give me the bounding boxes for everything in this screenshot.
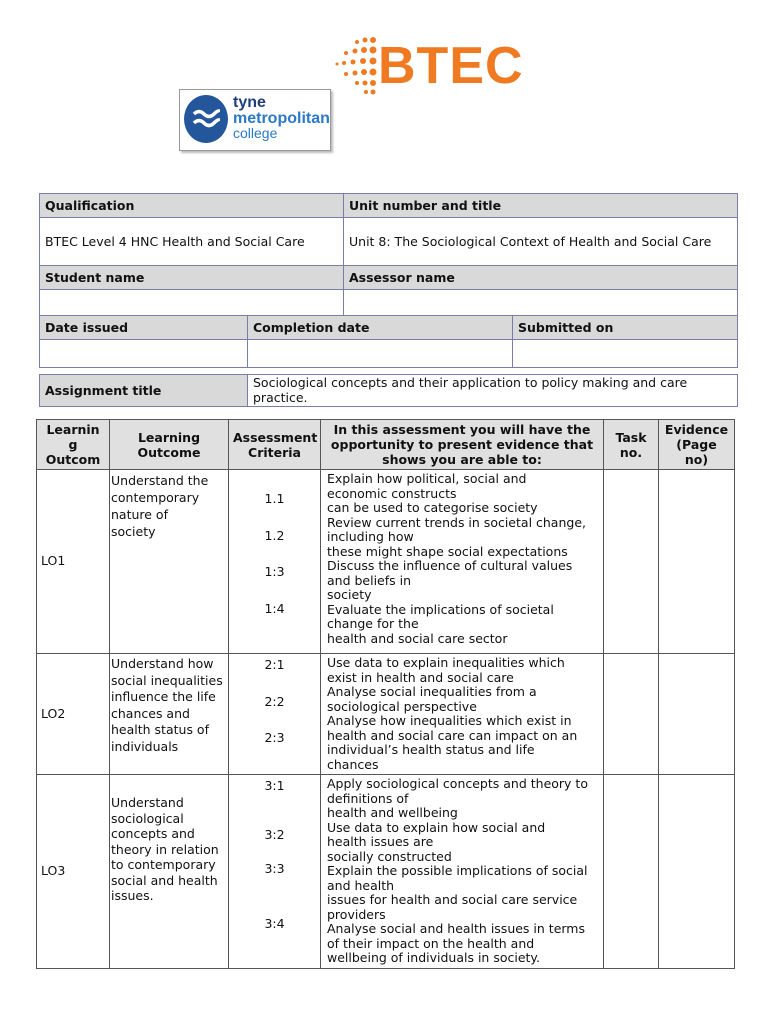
table-row — [37, 654, 735, 775]
criteria-cell — [229, 775, 321, 969]
criterion: 1:4 — [264, 600, 285, 616]
evidence-cell — [321, 470, 604, 654]
header-task-no: Task no. — [604, 420, 659, 470]
outcome-line: concepts and — [111, 826, 195, 841]
evidence-line: socially constructed — [327, 848, 452, 864]
evidence-line: Analyse social and health issues in terms — [327, 921, 585, 936]
learning-outcome-text — [110, 470, 229, 654]
outcome-line: sociological — [111, 810, 184, 826]
learning-outcome-text — [110, 654, 229, 775]
criterion: 1.1 — [264, 491, 285, 506]
evidence-cell — [321, 775, 604, 969]
date-issued-label: Date issued — [40, 316, 248, 340]
header-lo: Learnin g Outcom — [37, 420, 110, 470]
evidence-line: individual’s health status and life — [327, 742, 535, 757]
evidence-line: and health — [327, 877, 395, 893]
evidence-line: society — [327, 587, 372, 602]
task-no-field[interactable] — [604, 775, 659, 969]
outcome-line: to contemporary — [111, 857, 216, 872]
evidence-line: Use data to explain inequalities which — [327, 655, 565, 670]
criterion: 2:3 — [264, 730, 285, 745]
assessor-name-label: Assessor name — [344, 266, 738, 290]
evidence-line: health issues are — [327, 834, 434, 849]
evidence-line: including how — [327, 529, 414, 544]
criterion: 3:1 — [264, 778, 285, 793]
criterion: 3:2 — [264, 826, 285, 842]
evidence-line: wellbeing of individuals in society. — [327, 950, 541, 965]
lo-id: LO1 — [37, 470, 110, 654]
evidence-line: chances — [327, 756, 379, 772]
evidence-line: economic constructs — [327, 485, 457, 501]
completion-date-label: Completion date — [248, 316, 513, 340]
assessor-name-field[interactable] — [344, 290, 738, 316]
evidence-page-field[interactable] — [659, 654, 735, 775]
qualification-table — [39, 193, 738, 316]
outcome-line: Understand how — [111, 656, 214, 671]
college-logo-line2: metropolitan — [233, 110, 330, 127]
task-no-field[interactable] — [604, 654, 659, 775]
evidence-line: Discuss the influence of cultural values — [327, 558, 573, 573]
lo-id: LO3 — [37, 775, 110, 969]
criterion: 3:4 — [264, 915, 285, 931]
outcome-line: theory in relation — [111, 841, 219, 857]
evidence-line: issues for health and social care service — [327, 892, 578, 907]
evidence-line: Review current trends in societal change, — [327, 514, 586, 530]
evidence-cell — [321, 654, 604, 775]
evidence-line: health and social care can impact on an — [327, 727, 578, 743]
outcome-line: chances and — [111, 705, 190, 721]
evidence-line: Explain how political, social and — [327, 471, 527, 486]
criterion: 1:3 — [264, 564, 285, 579]
qualification-label: Qualification — [40, 194, 344, 218]
outcome-line: influence the life — [111, 689, 216, 704]
date-issued-field[interactable] — [40, 340, 248, 368]
wave-icon — [184, 95, 228, 143]
evidence-line: Use data to explain how social and — [327, 819, 546, 835]
unit-label: Unit number and title — [344, 194, 738, 218]
outcome-line: Understand — [111, 795, 184, 810]
criteria-cell — [229, 470, 321, 654]
btec-logo-text: BTEC — [378, 37, 524, 95]
evidence-line: Apply sociological concepts and theory to — [327, 776, 588, 791]
evidence-line: health and wellbeing — [327, 805, 458, 820]
college-logo-line3: college — [233, 125, 278, 141]
outcome-line: nature of — [111, 507, 168, 522]
dates-table — [39, 315, 738, 368]
evidence-line: exist in health and social care — [327, 669, 514, 685]
evidence-line: these might shape social expectations — [327, 543, 568, 559]
outcome-line: individuals — [111, 738, 179, 754]
evidence-line: sociological perspective — [327, 698, 477, 714]
table-row — [37, 470, 735, 654]
outcome-line: issues. — [111, 888, 154, 903]
student-name-label: Student name — [40, 266, 344, 290]
assignment-title-label: Assignment title — [40, 375, 248, 407]
college-logo — [179, 89, 331, 151]
criterion: 2:2 — [264, 693, 285, 709]
header-assessment-criteria: Assessment Criteria — [229, 420, 321, 470]
evidence-page-field[interactable] — [659, 775, 735, 969]
assignment-title-value: Sociological concepts and their application to policy making and care practice. — [248, 375, 738, 407]
outcome-line: society — [111, 524, 156, 539]
assignment-title-table — [39, 374, 738, 407]
evidence-line: change for the — [327, 616, 419, 631]
college-logo-line1: tyne — [233, 94, 266, 111]
outcome-line: contemporary — [111, 490, 200, 505]
submitted-on-label: Submitted on — [513, 316, 738, 340]
evidence-line: health and social care sector — [327, 630, 508, 646]
evidence-line: Analyse social inequalities from a — [327, 684, 537, 699]
evidence-line: definitions of — [327, 790, 409, 806]
header-evidence-page: Evidence (Page no) — [659, 420, 735, 470]
criteria-cell — [229, 654, 321, 775]
criterion: 3:3 — [264, 861, 285, 876]
student-name-field[interactable] — [40, 290, 344, 316]
evidence-line: Evaluate the implications of societal — [327, 601, 554, 617]
evidence-line: Explain the possible implications of social — [327, 863, 588, 878]
unit-value: Unit 8: The Sociological Context of Health and Social Care — [344, 218, 738, 266]
evidence-line: of their impact on the health and — [327, 935, 535, 951]
submitted-on-field[interactable] — [513, 340, 738, 368]
evidence-page-field[interactable] — [659, 470, 735, 654]
table-row — [37, 775, 735, 969]
evidence-line: providers — [327, 906, 386, 922]
lo-id: LO2 — [37, 654, 110, 775]
learning-outcome-text — [110, 775, 229, 969]
header-evidence-intro: In this assessment you will have the opportunity to present evidence that shows you are able to: — [321, 420, 604, 470]
completion-date-field[interactable] — [248, 340, 513, 368]
criterion: 2:1 — [264, 657, 285, 672]
task-no-field[interactable] — [604, 470, 659, 654]
evidence-line: and beliefs in — [327, 572, 412, 588]
evidence-line: Analyse how inequalities which exist in — [327, 713, 572, 728]
outcome-line: Understand the — [111, 473, 209, 488]
evidence-line: can be used to categorise society — [327, 500, 538, 515]
header-learning-outcome: Learning Outcome — [110, 420, 229, 470]
qualification-value: BTEC Level 4 HNC Health and Social Care — [40, 218, 344, 266]
outcome-line: social and health — [111, 872, 218, 888]
criterion: 1.2 — [264, 527, 285, 543]
outcome-line: social inequalities — [111, 672, 223, 688]
outcome-line: health status of — [111, 722, 209, 737]
learning-outcomes-table — [36, 419, 735, 969]
